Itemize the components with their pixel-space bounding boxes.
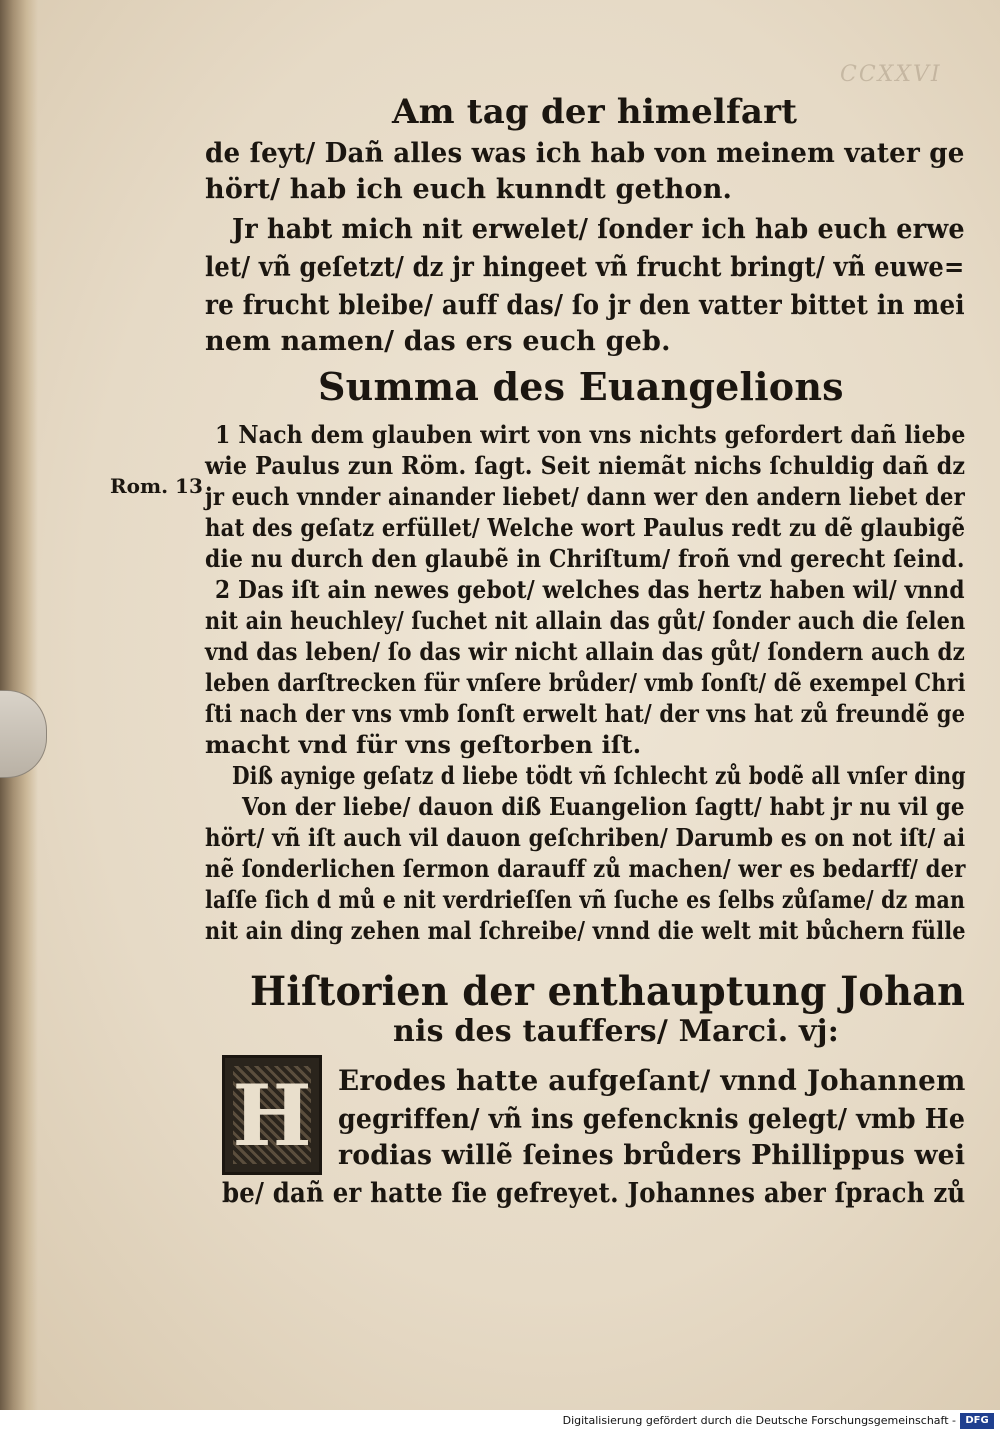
historien-line: be/ dañ er hatte ſie gefreyet. Johannes aber ſprach zů xyxy=(222,1178,966,1209)
body-line: let/ vñ geſetzt/ dz jr hingeet vñ frucht bringt/ vñ euwe= xyxy=(205,252,965,283)
summa-line: hört/ vñ iſt auch vil dauon geſchriben/ Darumb es on not iſt/ ai xyxy=(205,823,966,852)
historien-line: rodias willẽ ſeines brůders Phillippus wei xyxy=(338,1140,966,1171)
summa-line: laſſe ſich d mů e nit verdrieſſen vñ ſuche es ſelbs zůſame/ dz man xyxy=(205,885,966,914)
summa-line: vnd das leben/ ſo das wir nicht allain das gůt/ ſondern auch dz xyxy=(205,637,966,666)
summa-line: 1 Nach dem glauben wirt von vns nichts gefordert dañ liebe xyxy=(215,420,966,449)
body-line: re frucht bleibe/ auff das/ ſo jr den vatter bittet in mei xyxy=(205,290,965,321)
margin-note: Rom. 13 xyxy=(110,474,203,498)
summa-heading: Summa des Euangelions xyxy=(318,364,844,409)
historien-heading-line1: Hiſtorien der enthauptung Johan xyxy=(250,968,966,1015)
summa-line: nit ain heuchley/ ſuchet nit allain das gůt/ ſonder auch die ſelen xyxy=(205,606,966,635)
decorated-initial xyxy=(222,1055,322,1175)
summa-line: 2 Das iſt ain newes gebot/ welches das hertz haben wil/ vnnd xyxy=(215,575,965,604)
footer-bar xyxy=(0,1410,1000,1432)
historien-line: gegriffen/ vñ ins gefencknis gelegt/ vmb He xyxy=(338,1104,966,1135)
summa-line: die nu durch den glaubẽ in Chriſtum/ froñ vnd gerecht ſeind. xyxy=(205,544,965,573)
summa-line: Von der liebe/ dauon diß Euangelion ſagtt/ habt jr nu vil ge xyxy=(242,792,965,821)
initial-letter: H xyxy=(232,1066,312,1165)
summa-line: leben darſtrecken für vnſere brůder/ vmb ſonſt/ dẽ exempel Chri xyxy=(205,668,966,697)
page-clip xyxy=(0,690,47,778)
running-head: Am tag der himelfart xyxy=(392,92,798,132)
historien-line: Erodes hatte aufgeſant/ vnnd Johannem xyxy=(338,1064,966,1097)
body-line: nem namen/ das ers euch geb. xyxy=(205,326,671,357)
summa-line: nit ain ding zehen mal ſchreibe/ vnnd die welt mit bůchern fülle xyxy=(205,916,966,945)
body-line: de ſeyt/ Dañ alles was ich hab von meinem vater ge xyxy=(205,138,965,169)
dfg-logo: DFG xyxy=(960,1413,994,1429)
summa-line: macht vnd für vns geſtorben iſt. xyxy=(205,730,642,759)
summa-line: nẽ ſonderlichen ſermon darauff zů machen/ wer es bedarff/ der xyxy=(205,854,966,883)
bleed-through-page-number: CCXXVI xyxy=(840,62,942,87)
body-line: Jr habt mich nit erwelet/ ſonder ich hab euch erwe xyxy=(232,214,965,245)
summa-line: Diß aynige geſatz d liebe tödt vñ ſchlecht zů bodẽ all vnſer ding xyxy=(232,761,966,790)
summa-line: hat des geſatz erfüllet/ Welche wort Paulus redt zu dẽ glaubigẽ xyxy=(205,513,966,542)
footer-credit: Digitalisierung gefördert durch die Deutsche Forschungsgemeinschaft - xyxy=(562,1414,956,1427)
historien-heading-line2: nis des tauffers/ Marci. vj: xyxy=(393,1014,840,1049)
summa-line: ſti nach der vns vmb ſonſt erwelt hat/ der vns hat zů freundẽ ge xyxy=(205,699,966,728)
body-line: hört/ hab ich euch kunndt gethon. xyxy=(205,174,733,205)
summa-line: wie Paulus zun Röm. ſagt. Seit niemãt nichs ſchuldig dañ dz xyxy=(205,451,966,480)
summa-line: jr euch vnnder ainander liebet/ dann wer den andern liebet der xyxy=(205,482,965,511)
